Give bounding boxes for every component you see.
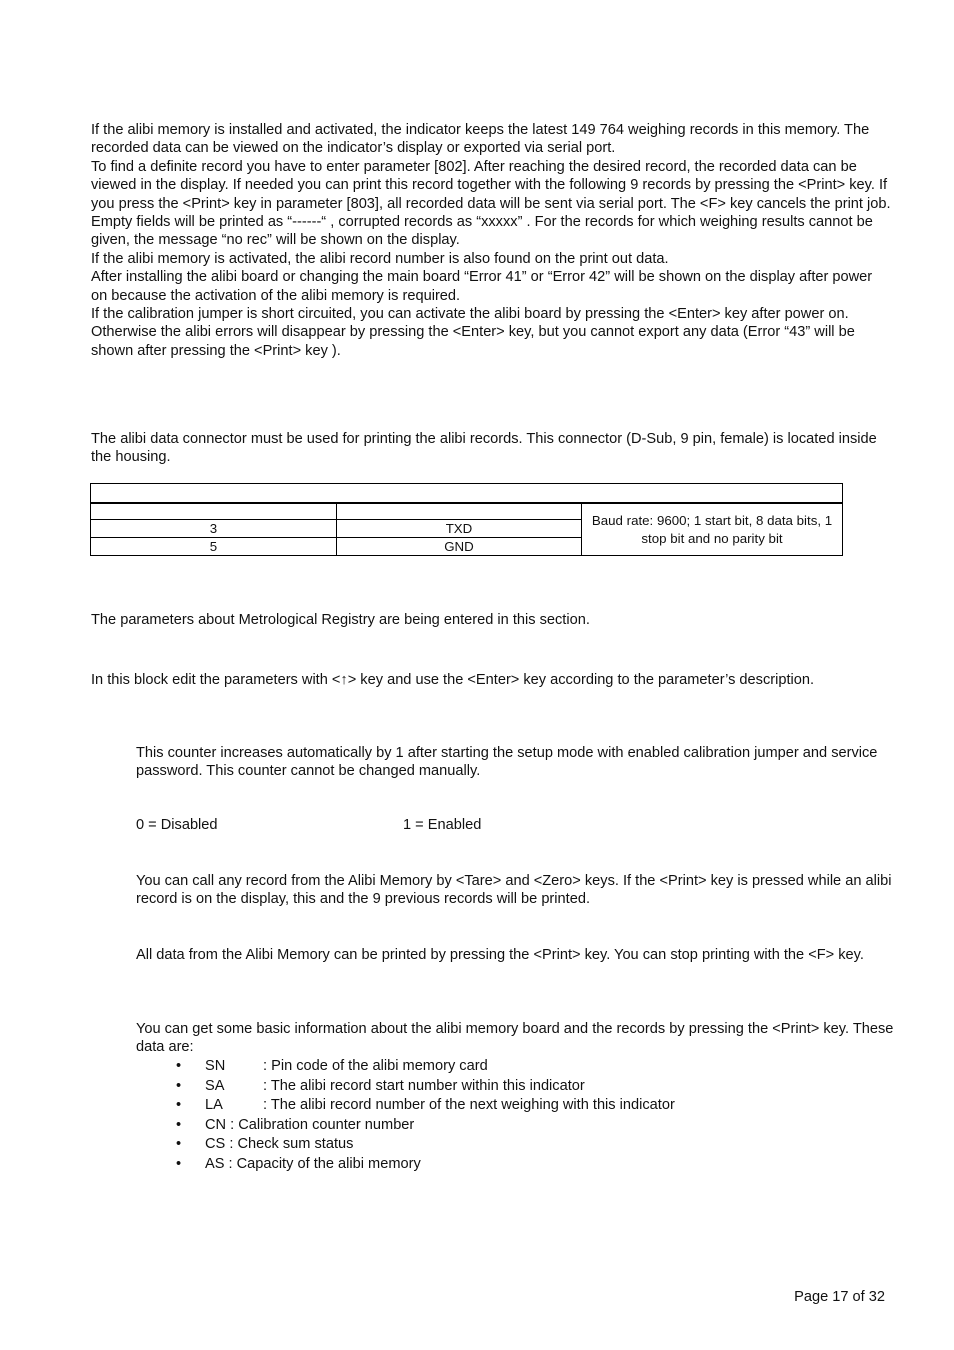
item-desc: : Check sum status bbox=[225, 1136, 354, 1153]
pin-signal: TXD bbox=[337, 520, 582, 538]
table-header-row bbox=[91, 484, 843, 504]
item-desc: : Capacity of the alibi memory bbox=[224, 1155, 421, 1172]
edit-instructions: In this block edit the parameters with <↑> key and use the <Enter> key according to the parameter’s description. bbox=[91, 672, 815, 688]
item-abbr: SN bbox=[205, 1058, 226, 1074]
item-abbr: CS bbox=[205, 1136, 226, 1153]
item-desc: : The alibi record start number within this indicator bbox=[263, 1077, 585, 1094]
table-subheader-row bbox=[91, 503, 843, 520]
page-number: Page 17 of 32 bbox=[794, 1289, 885, 1305]
item-abbr: AS bbox=[205, 1155, 225, 1172]
list-item bbox=[176, 1057, 675, 1077]
calibration-counter-text: This counter increases automatically by 1 after starting the setup mode with enabled calibration jumper and service password. This counter cannot be changed manually. bbox=[136, 745, 878, 780]
connector-text: The alibi data connector must be used for printing the alibi records. This connector (D-Sub, 9 pin, female) is located inside the housing. bbox=[91, 431, 877, 466]
intro-paragraph: If the alibi memory is activated, the alibi record number is also found on the print out data. bbox=[91, 250, 669, 267]
alibi-intro bbox=[91, 121, 891, 360]
bullet-icon: • bbox=[176, 1077, 182, 1094]
pin-header-cell bbox=[91, 503, 337, 520]
pin-number: 5 bbox=[91, 538, 337, 556]
print-all-text: All data from the Alibi Memory can be printed by pressing the <Print> key. You can stop printing with the <F> key. bbox=[136, 947, 864, 963]
list-item bbox=[176, 1096, 675, 1116]
signal-header-cell bbox=[337, 503, 582, 520]
info-text: You can get some basic information about the alibi memory board and the records by pressing the <Print> key. These data are: bbox=[136, 1021, 894, 1056]
pin-number: 3 bbox=[91, 520, 337, 538]
intro-paragraph: Empty fields will be printed as “------“ , corrupted records as “xxxxx” . For the records for which weighing results cannot be given, the message “no rec” will be shown on the display. bbox=[91, 214, 873, 249]
item-desc: : Calibration counter number bbox=[226, 1116, 415, 1133]
bullet-icon: • bbox=[176, 1116, 182, 1133]
item-abbr: CN bbox=[205, 1116, 227, 1133]
bullet-icon: • bbox=[176, 1155, 182, 1172]
serial-settings-note: Baud rate: 9600; 1 start bit, 8 data bits, 1 stop bit and no parity bit bbox=[582, 503, 843, 556]
option-disabled: 0 = Disabled bbox=[136, 817, 218, 833]
list-item bbox=[176, 1116, 675, 1136]
item-desc: : Pin code of the alibi memory card bbox=[263, 1058, 488, 1074]
list-item bbox=[176, 1155, 675, 1175]
bullet-icon: • bbox=[176, 1058, 182, 1074]
pin-signal: GND bbox=[337, 538, 582, 556]
info-list bbox=[176, 1057, 675, 1175]
record-recall-text: You can call any record from the Alibi Memory by <Tare> and <Zero> keys. If the <Print> key is pressed while an alibi record is on the display, this and the 9 previous records will be printed. bbox=[136, 873, 892, 908]
connector-pin-table bbox=[90, 483, 843, 556]
intro-paragraph: To find a definite record you have to enter parameter [802]. After reaching the desired record, the recorded data can be viewed in the display. If needed you can print this record together with the following 9 records by pressing the <Print> key. If you press the <Print> key in parameter [803], all recorded data will be sent via serial port. The <F> key cancels the print job. bbox=[91, 158, 891, 212]
intro-paragraph: If the calibration jumper is short circuited, you can activate the alibi board by pressing the <Enter> key after power on. Otherwise the alibi errors will disappear by pressing the <Enter> key, but you cannot export any data (Error “43” will be shown after pressing the <Print> key ). bbox=[91, 306, 855, 359]
item-desc: : The alibi record number of the next weighing with this indicator bbox=[263, 1097, 675, 1114]
list-item bbox=[176, 1077, 675, 1097]
intro-paragraph: After installing the alibi board or changing the main board “Error 41” or “Error 42” will be shown on the display after power on because the activation of the alibi memory is required. bbox=[91, 269, 873, 304]
metrological-text: The parameters about Metrological Registry are being entered in this section. bbox=[91, 612, 590, 628]
bullet-icon: • bbox=[176, 1136, 182, 1153]
item-abbr: SA bbox=[205, 1077, 225, 1094]
option-enabled: 1 = Enabled bbox=[403, 817, 482, 833]
list-item bbox=[176, 1135, 675, 1155]
bullet-icon: • bbox=[176, 1097, 182, 1114]
table-header-cell bbox=[91, 484, 843, 504]
intro-paragraph: If the alibi memory is installed and activated, the indicator keeps the latest 149 764 weighing records in this memory. The recorded data can be viewed on the indicator’s display or exported via serial port. bbox=[91, 122, 870, 157]
item-abbr: LA bbox=[205, 1097, 223, 1114]
